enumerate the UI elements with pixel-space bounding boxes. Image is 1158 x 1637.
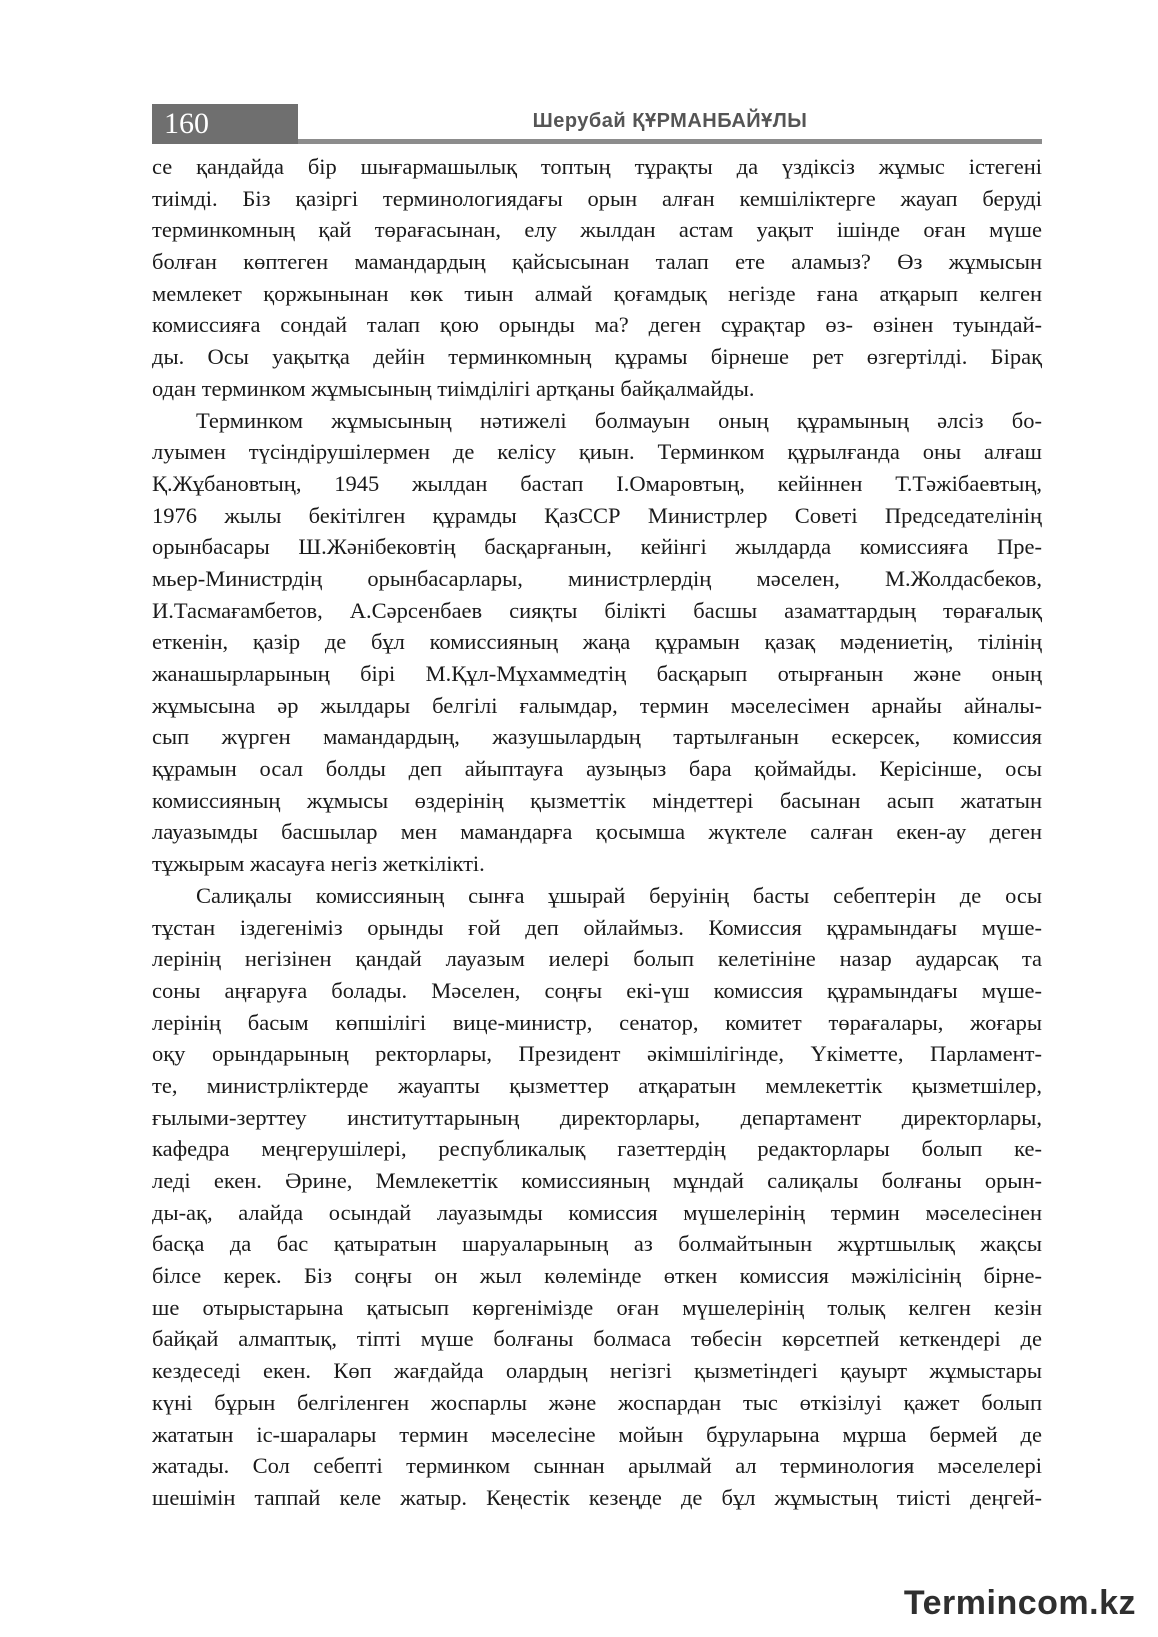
text-line: ше отырыстарына қатысып көргенімізде оған мүшелерінің толық келген кезін xyxy=(152,1294,1042,1320)
text-line: комиссияның жұмысы өздерінің қызметтік міндеттері басынан асып жататын xyxy=(152,787,1042,813)
text-line: соны аңғаруға болады. Мәселен, соңғы екі-үш комиссия құрамындағы мүше- xyxy=(152,977,1042,1003)
running-header xyxy=(152,104,1042,144)
running-header-author: Шерубай ҚҰРМАНБАЙҰЛЫ xyxy=(532,110,808,132)
text-line: лерінің басым көпшілігі вице-министр, сенатор, комитет төрағалары, жоғары xyxy=(152,1009,1042,1035)
text-line: И.Тасмағамбетов, А.Сәрсенбаев сияқты білікті басшы азаматтардың төрағалық xyxy=(152,597,1042,623)
text-line: болған көптеген мамандардың қайсысынан талап ете аламыз? Өз жұмысын xyxy=(152,249,1042,275)
text-line: жұмысына әр жылдары белгілі ғалымдар, термин мәселесімен арнайы айналы- xyxy=(152,692,1042,718)
text-line: орынбасары Ш.Жәнібековтің басқарғанын, кейінгі жылдарда комиссияға Пре- xyxy=(152,534,1042,560)
text-line: білсе керек. Біз соңғы он жыл көлемінде өткен комиссия мәжілісінің бірне- xyxy=(152,1263,1042,1289)
text-line: кездеседі екен. Көп жағдайда олардың негізгі қызметіндегі қауырт жұмыстары xyxy=(152,1358,1042,1384)
text-line: басқа да бас қатыратын шаруаларының аз болмайтынын жұртшылық жақсы xyxy=(152,1231,1042,1257)
text-line: еткенін, қазір де бұл комиссияның жаңа құрамын қазақ мәдениетің, тілінің xyxy=(152,629,1042,655)
text-line: тиімді. Біз қазіргі терминологиядағы орын алған кемшіліктерге жауап беруді xyxy=(152,185,1042,211)
text-line: жанашырларының бірі М.Құл-Мұхаммедтің басқарып отырғанын және оның xyxy=(152,661,1042,686)
text-line: ды-ақ, алайда осындай лауазымды комиссия мүшелерінің термин мәселесінен xyxy=(152,1199,1042,1225)
text-line: те, министрліктерде жауапты қызметтер атқаратын мемлекеттік қызметшілер, xyxy=(152,1072,1042,1098)
text-line: леді екен. Әрине, Мемлекеттік комиссияның мұндай салиқалы болғаны орын- xyxy=(152,1168,1042,1193)
text-line: мемлекет қоржынынан көк тиын алмай қоғамдық негізде ғана атқарып келген xyxy=(152,280,1042,306)
text-line: күні бұрын белгіленген жоспарлы және жоспардан тыс өткізілуі қажет болып xyxy=(152,1389,1042,1415)
site-watermark: Termincom.kz xyxy=(903,1584,1136,1622)
text-line: ғылыми-зерттеу институттарының директорлары, департамент директорлары, xyxy=(152,1104,1042,1130)
text-line: жатады. Сол себепті терминком сыннан арылмай ал терминология мәселелері xyxy=(152,1453,1042,1479)
text-line: се қандайда бір шығармашылық топтың тұрақты да үздіксіз жұмыс істегені xyxy=(152,154,1042,179)
text-line: байқай алмаптық, тіпті мүше болғаны болмаса төбесін көрсетпей кеткендері де xyxy=(152,1326,1042,1352)
text-line: лерінің негізінен қандай лауазым иелері болып келетініне назар аударсақ та xyxy=(152,946,1042,972)
text-line: терминкомның қай төрағасынан, елу жылдан астам уақыт ішінде оған мүше xyxy=(152,217,1042,243)
text-line: шешімін таппай келе жатыр. Кеңестік кезеңде де бұл жұмыстың тиісті деңгей- xyxy=(152,1484,1042,1510)
text-line: мьер-Министрдің орынбасарлары, министрлердің мәселен, М.Жолдасбеков, xyxy=(152,565,1042,591)
text-line: Салиқалы комиссияның сынға ұшырай беруінің басты себептерін де осы xyxy=(196,882,1042,908)
text-line: лауазымды басшылар мен мамандарға қосымша жүктеле салған екен-ау деген xyxy=(152,819,1042,845)
text-line: жататын іс-шаралары термин мәселесіне мойын бұруларына мұрша бермей де xyxy=(152,1421,1042,1447)
text-line: комиссияға сондай талап қою орынды ма? деген сұрақтар өз- өзінен туындай- xyxy=(152,312,1042,338)
text-line: 1976 жылы бекітілген құрамды ҚазССР Министрлер Советі Председателінің xyxy=(152,502,1042,528)
text-line: кафедра меңгерушілері, республикалық газеттердің редакторлары болып ке- xyxy=(152,1136,1042,1162)
text-line: Қ.Жұбановтың, 1945 жылдан бастап І.Омаровтың, кейіннен Т.Тәжібаевтың, xyxy=(152,470,1042,496)
text-line: сып жүрген мамандардың, жазушылардың тартылғанын ескерсек, комиссия xyxy=(152,724,1042,750)
header-rule xyxy=(298,139,1042,144)
page-number: 160 xyxy=(152,104,298,144)
text-line: луымен түсіндірушілермен де келісу қиын. Терминком құрылғанда оны алғаш xyxy=(152,439,1042,465)
text-line: тұстан іздегеніміз орынды ғой деп ойлаймыз. Комиссия құрамындағы мүше- xyxy=(152,914,1042,940)
text-line: одан терминком жұмысының тиімділігі артқаны байқалмайды. xyxy=(152,375,755,401)
body-text xyxy=(152,151,1042,1514)
text-line: ды. Осы уақытқа дейін терминкомның құрамы бірнеше рет өзгертілді. Бірақ xyxy=(152,344,1042,370)
text-line: оқу орындарының ректорлары, Президент әкімшілігінде, Үкіметте, Парламент- xyxy=(152,1041,1042,1067)
text-line: Терминком жұмысының нәтижелі болмауын оның құрамының әлсіз бо- xyxy=(196,407,1042,433)
text-line: тұжырым жасауға негіз жеткілікті. xyxy=(152,851,485,877)
text-line: құрамын осал болды деп айыптауға аузыңыз бара қоймайды. Керісінше, осы xyxy=(152,756,1042,782)
